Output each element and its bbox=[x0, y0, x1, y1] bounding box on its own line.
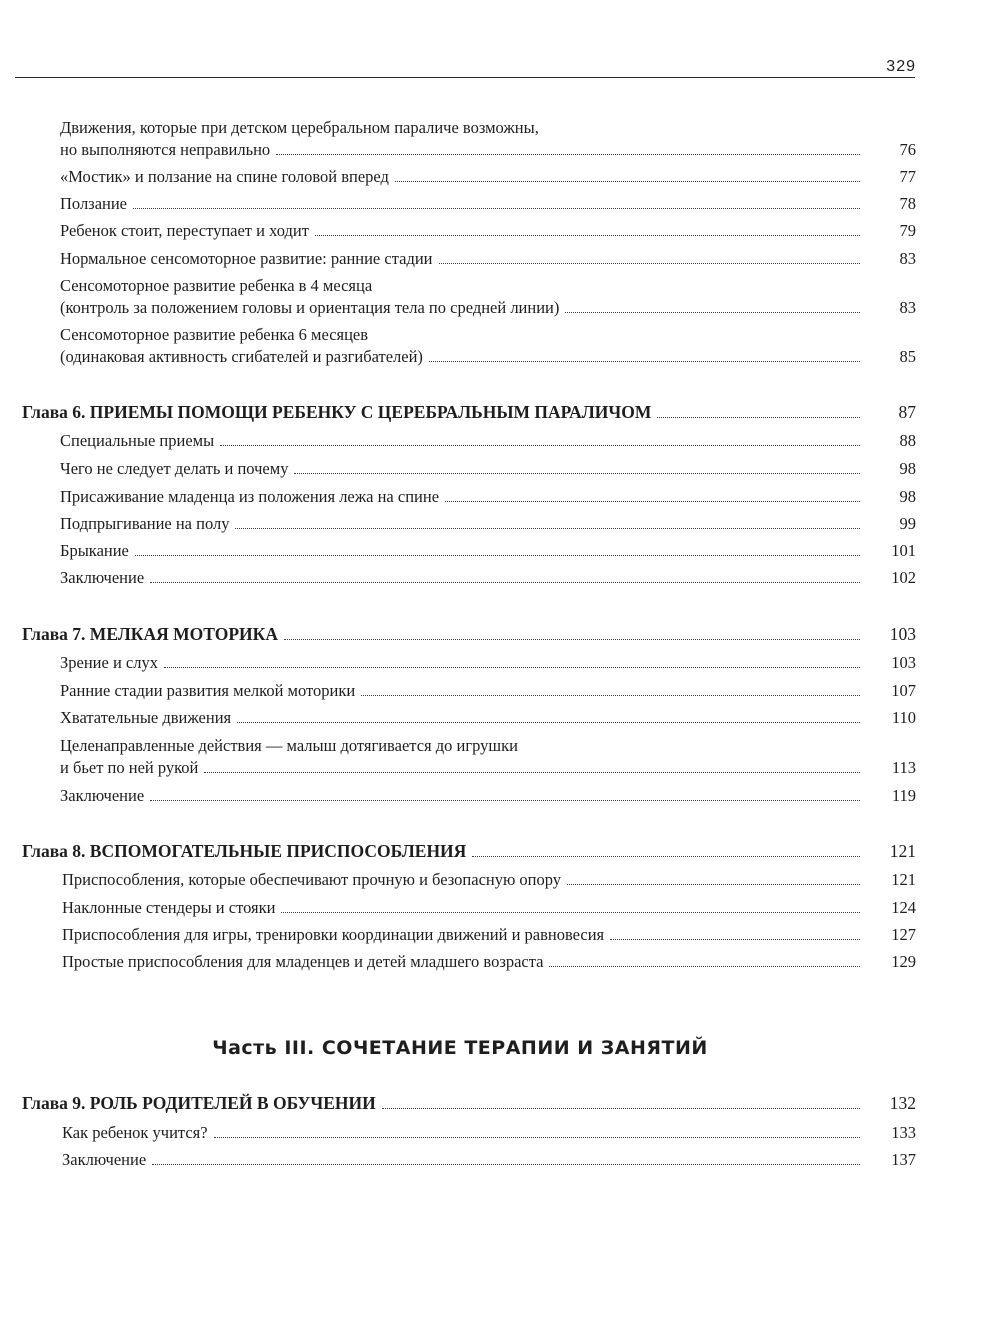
dot-leader bbox=[565, 312, 860, 313]
dot-leader bbox=[152, 1164, 860, 1165]
toc-entry[interactable] bbox=[60, 249, 916, 269]
dot-leader bbox=[294, 473, 860, 474]
toc-entry-page: 76 bbox=[899, 140, 916, 159]
toc-entry[interactable] bbox=[60, 194, 916, 214]
toc-entry-title: Наклонные стендеры и стояки bbox=[62, 898, 276, 917]
dot-leader bbox=[150, 582, 860, 583]
dot-leader bbox=[361, 695, 860, 696]
toc-entry[interactable] bbox=[60, 514, 916, 534]
toc-chapter-page: 87 bbox=[898, 402, 916, 422]
toc-entry-page: 83 bbox=[899, 298, 916, 317]
toc-entry-page: 79 bbox=[899, 221, 916, 240]
dot-leader bbox=[472, 856, 860, 857]
toc-entry[interactable] bbox=[62, 870, 916, 890]
toc-entry-page: 101 bbox=[891, 541, 916, 560]
toc-entry-page: 133 bbox=[891, 1123, 916, 1142]
toc-entry-page: 119 bbox=[891, 786, 916, 805]
toc-entry-title-line: Сенсомоторное развитие ребенка 6 месяцев bbox=[60, 325, 369, 344]
toc-entry-title-line: Целенаправленные действия — малыш дотягивается до игрушки bbox=[60, 736, 518, 755]
toc-chapter-title: Глава 9. РОЛЬ РОДИТЕЛЕЙ В ОБУЧЕНИИ bbox=[22, 1093, 376, 1113]
toc-chapter[interactable] bbox=[22, 402, 916, 422]
dot-leader bbox=[281, 912, 860, 913]
dot-leader bbox=[220, 445, 860, 446]
toc-entry[interactable] bbox=[62, 1150, 916, 1170]
toc-entry[interactable] bbox=[60, 681, 916, 701]
toc-entry[interactable] bbox=[60, 221, 916, 241]
toc-entry-title: «Мостик» и ползание на спине головой вперед bbox=[60, 167, 389, 186]
toc-entry[interactable] bbox=[62, 898, 916, 918]
dot-leader bbox=[204, 772, 860, 773]
toc-entry-title: Заключение bbox=[62, 1150, 147, 1169]
toc-entry-page: 98 bbox=[899, 459, 916, 478]
toc-chapter[interactable] bbox=[22, 841, 916, 861]
dot-leader bbox=[610, 939, 860, 940]
toc-entry-page: 129 bbox=[891, 952, 916, 971]
toc-chapter[interactable] bbox=[22, 1093, 916, 1113]
dot-leader bbox=[549, 966, 860, 967]
toc-entry-title: Чего не следует делать и почему bbox=[60, 459, 289, 478]
toc-entry-title: Ранние стадии развития мелкой моторики bbox=[60, 681, 356, 700]
toc-chapter-title: Глава 6. ПРИЕМЫ ПОМОЩИ РЕБЕНКУ С ЦЕРЕБРАЛЬНЫМ ПАРАЛИЧОМ bbox=[22, 402, 652, 422]
dot-leader bbox=[237, 722, 860, 723]
toc-entry[interactable] bbox=[62, 952, 916, 972]
toc-entry-title: Заключение bbox=[60, 786, 145, 805]
toc-entry-title: Подпрыгивание на полу bbox=[60, 514, 230, 533]
toc-entry-title: Ребенок стоит, переступает и ходит bbox=[60, 221, 309, 240]
toc-chapter-page: 132 bbox=[889, 1093, 916, 1113]
toc-entry-page: 124 bbox=[891, 898, 916, 917]
toc-entry-title: Приспособления для игры, тренировки координации движений и равновесия bbox=[62, 925, 605, 944]
toc-entry-title: но выполняются неправильно bbox=[60, 140, 271, 159]
toc-entry-title: Хватательные движения bbox=[60, 708, 232, 727]
dot-leader bbox=[235, 528, 860, 529]
dot-leader bbox=[395, 181, 860, 182]
toc-entry-page: 107 bbox=[891, 681, 916, 700]
toc-entry-title: Приспособления, которые обеспечивают прочную и безопасную опору bbox=[62, 870, 562, 889]
dot-leader bbox=[429, 361, 860, 362]
toc-entry-page: 78 bbox=[899, 194, 916, 213]
dot-leader bbox=[164, 667, 860, 668]
toc-entry-page: 127 bbox=[891, 925, 916, 944]
toc-entry[interactable] bbox=[60, 298, 916, 318]
toc-entry-page: 85 bbox=[899, 347, 916, 366]
dot-leader bbox=[214, 1137, 860, 1138]
toc-entry-page: 88 bbox=[899, 431, 916, 450]
toc-entry-title: Присаживание младенца из положения лежа на спине bbox=[60, 487, 440, 506]
toc-entry-title: (одинаковая активность сгибателей и разгибателей) bbox=[60, 347, 423, 366]
toc-entry[interactable] bbox=[60, 459, 916, 479]
dot-leader bbox=[276, 154, 860, 155]
toc-entry-page: 102 bbox=[891, 568, 916, 587]
toc-entry-title: Ползание bbox=[60, 194, 128, 213]
toc-entry-title: Нормальное сенсомоторное развитие: ранние стадии bbox=[60, 249, 433, 268]
toc-entry[interactable] bbox=[60, 347, 916, 367]
toc-entry-page: 77 bbox=[899, 167, 916, 186]
dot-leader bbox=[382, 1108, 860, 1109]
toc-entry[interactable] bbox=[60, 653, 916, 673]
toc-entry-title-line: Сенсомоторное развитие ребенка в 4 месяца bbox=[60, 276, 373, 295]
dot-leader bbox=[150, 800, 860, 801]
toc-entry-page: 121 bbox=[891, 870, 916, 889]
dot-leader bbox=[284, 639, 860, 640]
toc-entry-page: 113 bbox=[891, 758, 916, 777]
toc-entry-page: 110 bbox=[891, 708, 916, 727]
toc-entry[interactable] bbox=[60, 487, 916, 507]
dot-leader bbox=[657, 417, 860, 418]
toc-entry-title: Брыкание bbox=[60, 541, 129, 560]
dot-leader bbox=[445, 501, 860, 502]
toc-entry-page: 103 bbox=[891, 653, 916, 672]
toc-chapter-title: Глава 8. ВСПОМОГАТЕЛЬНЫЕ ПРИСПОСОБЛЕНИЯ bbox=[22, 841, 467, 861]
dot-leader bbox=[315, 235, 860, 236]
toc-entry-title: Простые приспособления для младенцев и детей младшего возраста bbox=[62, 952, 544, 971]
toc-chapter-page: 103 bbox=[889, 624, 916, 644]
toc-chapter-title: Глава 7. МЕЛКАЯ МОТОРИКА bbox=[22, 624, 278, 644]
toc-entry-title: Зрение и слух bbox=[60, 653, 158, 672]
toc-entry-page: 83 bbox=[899, 249, 916, 268]
toc-entry-page: 137 bbox=[891, 1150, 916, 1169]
dot-leader bbox=[135, 555, 860, 556]
toc-entry-title: Специальные приемы bbox=[60, 431, 215, 450]
toc-chapter-page: 121 bbox=[889, 841, 916, 861]
toc-entry[interactable] bbox=[62, 1123, 916, 1143]
dot-leader bbox=[133, 208, 860, 209]
toc-chapter[interactable] bbox=[22, 624, 916, 644]
header-rule bbox=[15, 77, 915, 78]
dot-leader bbox=[567, 884, 860, 885]
toc-entry[interactable] bbox=[60, 786, 916, 806]
dot-leader bbox=[439, 263, 861, 264]
page-number: 329 bbox=[886, 58, 916, 75]
toc-entry-title: и бьет по ней рукой bbox=[60, 758, 199, 777]
toc-entry-page: 98 bbox=[899, 487, 916, 506]
toc-entry[interactable] bbox=[62, 925, 916, 945]
toc-entry[interactable] bbox=[60, 568, 916, 588]
toc-entry-title: Заключение bbox=[60, 568, 145, 587]
toc-entry[interactable] bbox=[60, 708, 916, 728]
toc-entry-title-line: Движения, которые при детском церебральном параличе возможны, bbox=[60, 118, 539, 137]
toc-entry-title: (контроль за положением головы и ориентация тела по средней линии) bbox=[60, 298, 560, 317]
toc-entry[interactable] bbox=[60, 541, 916, 561]
toc-entry[interactable] bbox=[60, 758, 916, 778]
toc-entry[interactable] bbox=[60, 167, 916, 187]
toc-entry[interactable] bbox=[60, 140, 916, 160]
part-title: Часть III. СОЧЕТАНИЕ ТЕРАПИИ И ЗАНЯТИЙ bbox=[212, 1037, 708, 1059]
toc-entry[interactable] bbox=[60, 431, 916, 451]
toc-entry-title: Как ребенок учится? bbox=[62, 1123, 208, 1142]
toc-entry-page: 99 bbox=[899, 514, 916, 533]
